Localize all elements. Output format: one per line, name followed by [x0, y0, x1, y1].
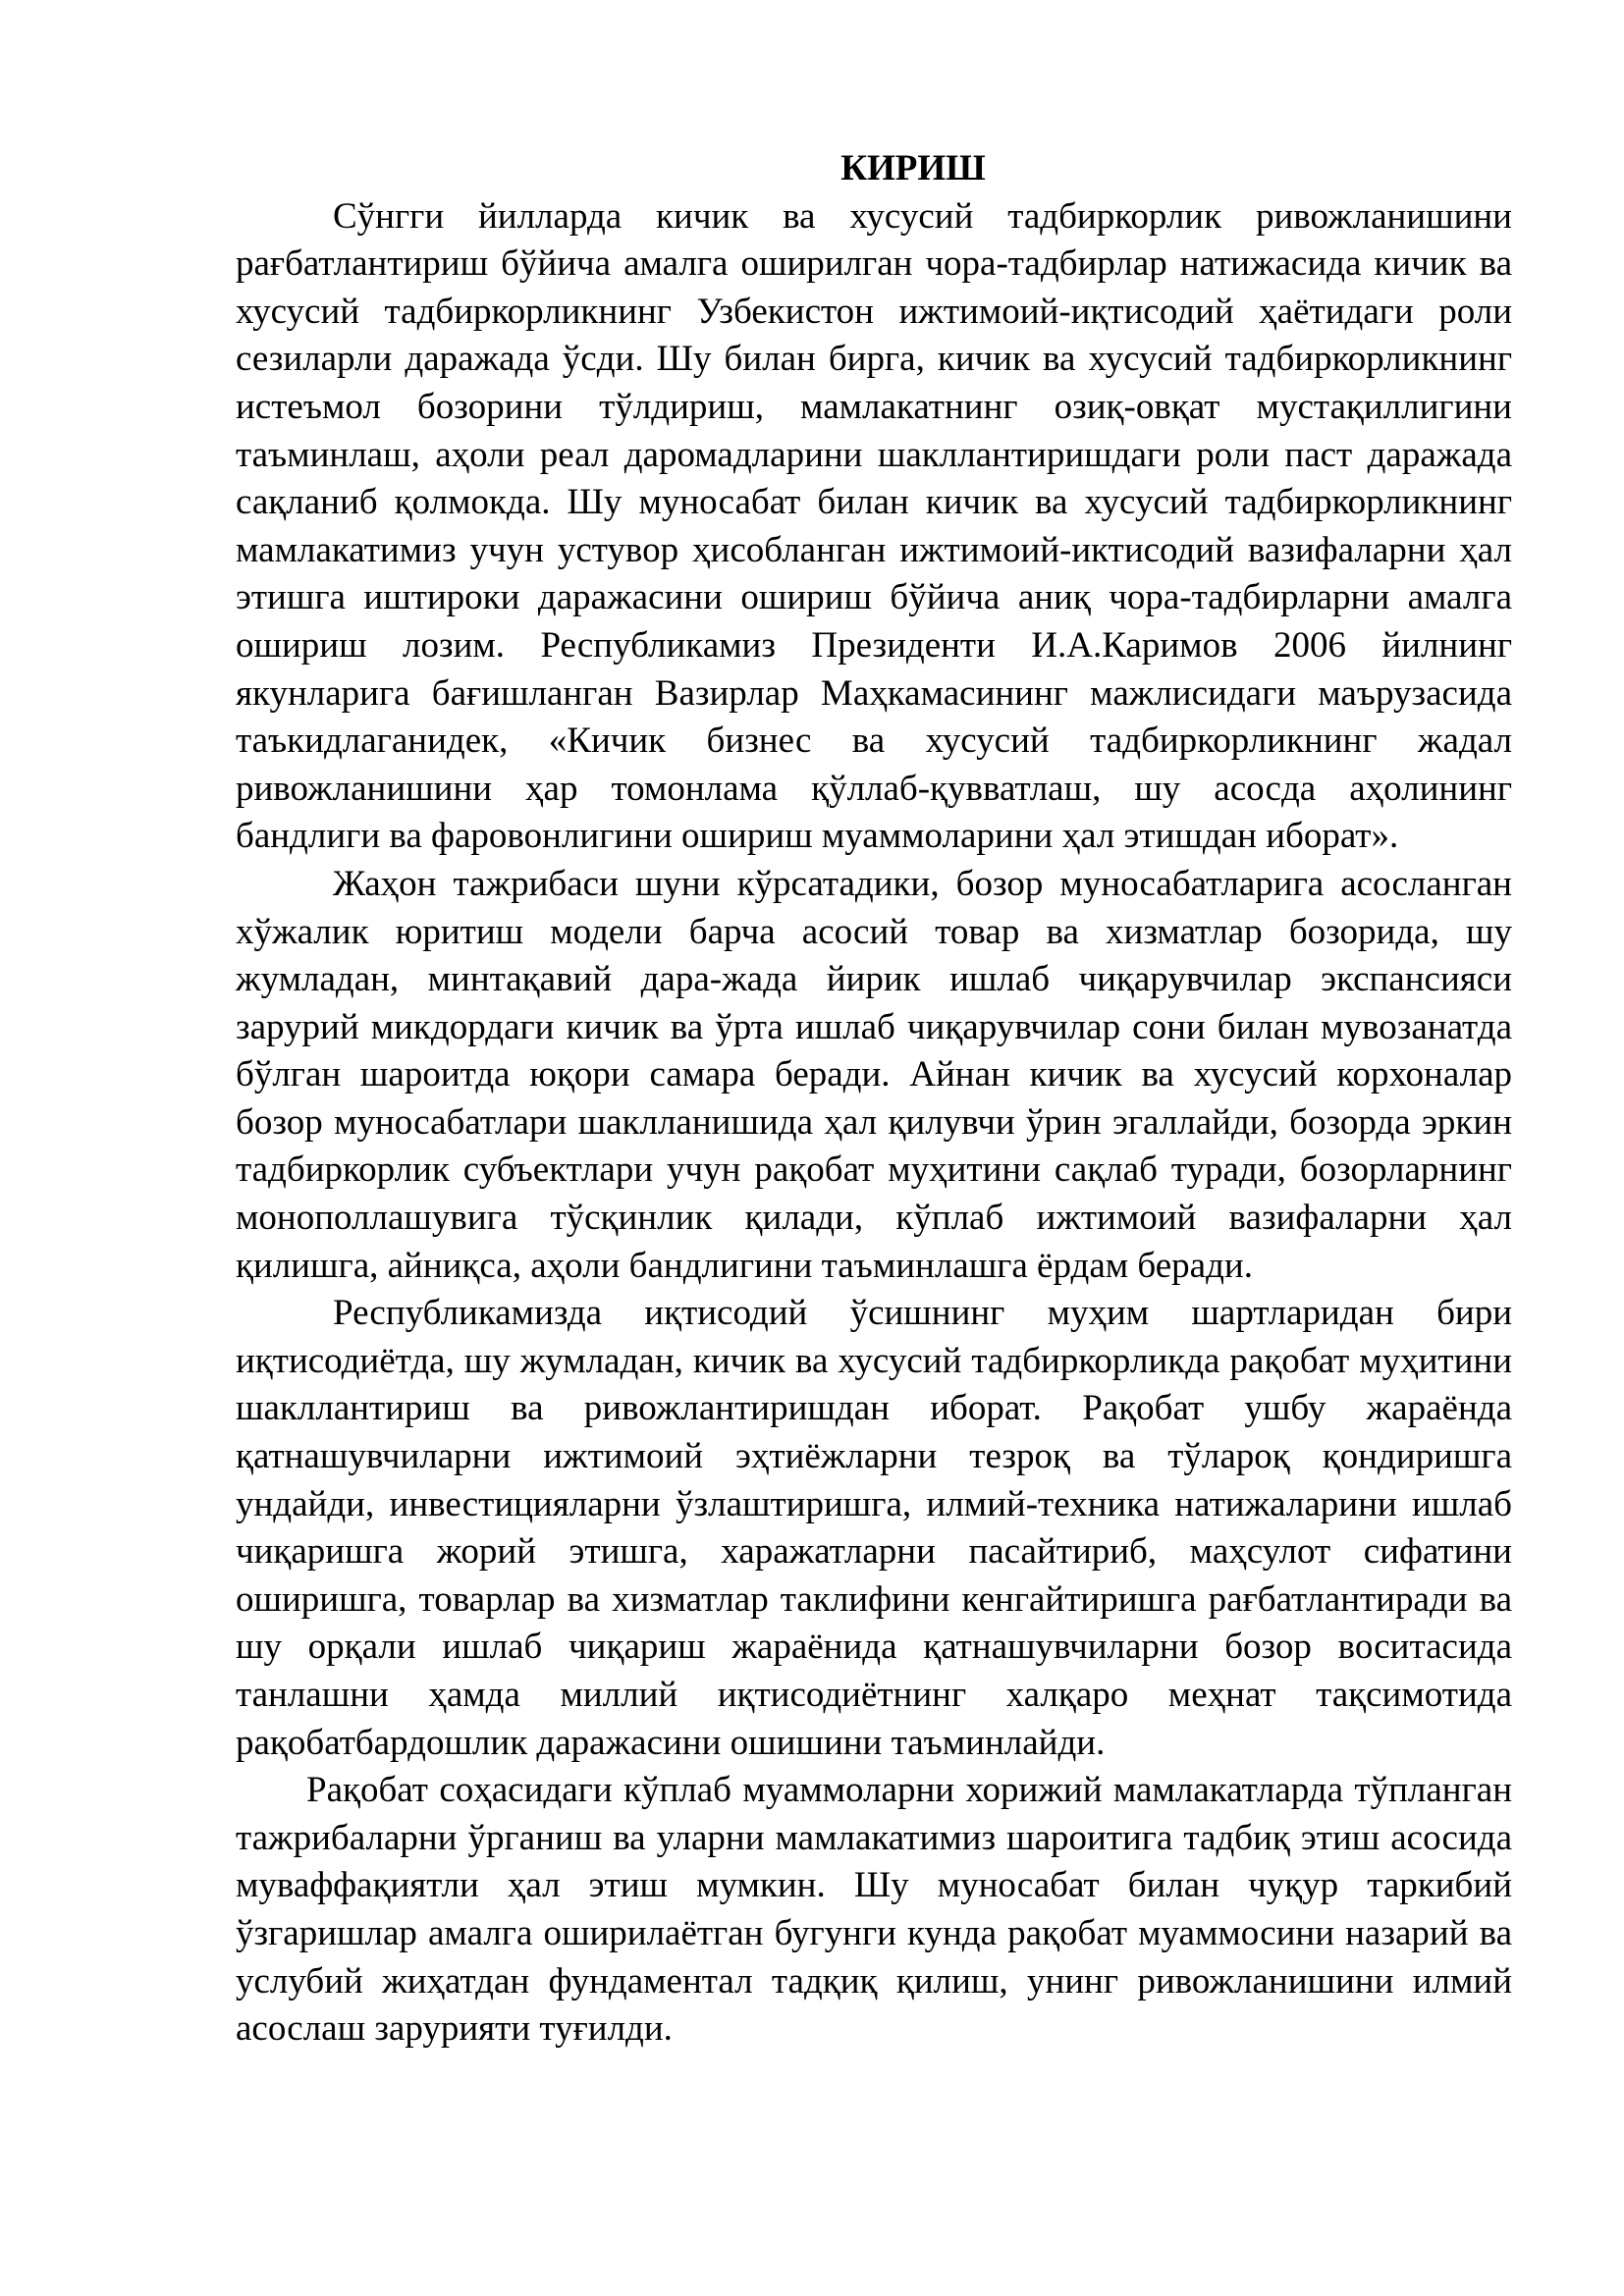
paragraph-4: Рақобат соҳасидаги кўплаб муаммоларни хорижий мамлакатларда тўпланган тажрибаларни ўрганиш ва уларни мамлакатимиз шароитига тадбиқ этиш асосида муваффақиятли ҳал этиш мумкин. Шу муносабат билан чуқур таркибий ўзгаришлар амалга оширилаётган бугунги кунда рақобат муаммосини назарий ва услубий жиҳатдан фундаментал тадқиқ қилиш, унинг ривожланишини илмий асослаш зарурияти туғилди.	[236, 1770, 1512, 2050]
paragraph-1: Сўнгги йилларда кичик ва хусусий тадбиркорлик ривожланишини рағбатлантириш бўйича амалга оширилган чора-тадбирлар натижасида кичик ва хусусий тадбиркорликнинг Узбекистон ижтимоий-иқтисодий ҳаётидаги роли сезиларли даражада ўсди. Шу билан бирга, кичик ва хусусий тадбиркорликнинг истеъмол бозорини тўлдириш, мамлакатнинг озиқ-овқат мустақиллигини таъминлаш, аҳоли реал даромадларини шакллантиришдаги роли паст даражада сақланиб қолмокда. Шу муносабат билан кичик ва хусусий тадбиркорликнинг мамлакатимиз учун устувор ҳисобланган ижтимоий-иктисодий вазифаларни ҳал этишга иштироки даражасини ошириш бўйича аниқ чора-тадбирларни амалга ошириш лозим. Республикамиз Президенти И.А.Каримов 2006 йилнинг якунларига бағишланган Вазирлар Маҳкамасининг мажлисидаги маърузасида таъкидлаганидек, «Кичик бизнес ва хусусий тадбиркорликнинг жадал ривожланишини ҳар томонлама қўллаб-қувватлаш, шу асосда аҳолининг бандлиги ва фаровонлигини ошириш муаммоларини ҳал этишдан иборат».	[236, 195, 1512, 857]
page-title: КИРИШ	[840, 148, 986, 188]
paragraph-3: Республикамизда иқтисодий ўсишнинг муҳим шартларидан бири иқтисодиётда, шу жумладан, кичик ва хусусий тадбиркорликда рақобат муҳитини шакллантириш ва ривожлантиришдан иборат. Рақобат ушбу жараёнда қатнашувчиларни ижтимоий эҳтиёжларни тезроқ ва тўлароқ қондиришга ундайди, инвестицияларни ўзлаштиришга, илмий-техника натижаларини ишлаб чиқаришга жорий этишга, харажатларни пасайтириб, маҳсулот сифатини оширишга, товарлар ва хизматлар таклифини кенгайтиришга рағбатлантиради ва шу орқали ишлаб чиқариш жараёнида қатнашувчиларни бозор воситасида танлашни ҳамда миллий иқтисодиётнинг халқаро меҳнат тақсимотида рақобатбардошлик даражасини ошишини таъминлайди.	[236, 1293, 1512, 1763]
paragraph-2: Жаҳон тажрибаси шуни кўрсатадики, бозор муносабатларига асосланган хўжалик юритиш модели барча асосий товар ва хизматлар бозорида, шу жумладан, минтақавий дара-жада йирик ишлаб чиқарувчилар экспансияси зарурий микдордаги кичик ва ўрта ишлаб чиқарувчилар сони билан мувозанатда бўлган шароитда юқори самара беради. Айнан кичик ва хусусий корхоналар бозор муносабатлари шаклланишида ҳал қилувчи ўрин эгаллайди, бозорда эркин тадбиркорлик субъектлари учун рақобат муҳитини сақлаб туради, бозорларнинг монополлашувига тўсқинлик қилади, кўплаб ижтимоий вазифаларни ҳал қилишга, айниқса, аҳоли бандлигини таъминлашга ёрдам беради.	[236, 863, 1512, 1286]
document-body	[236, 145, 1512, 2054]
